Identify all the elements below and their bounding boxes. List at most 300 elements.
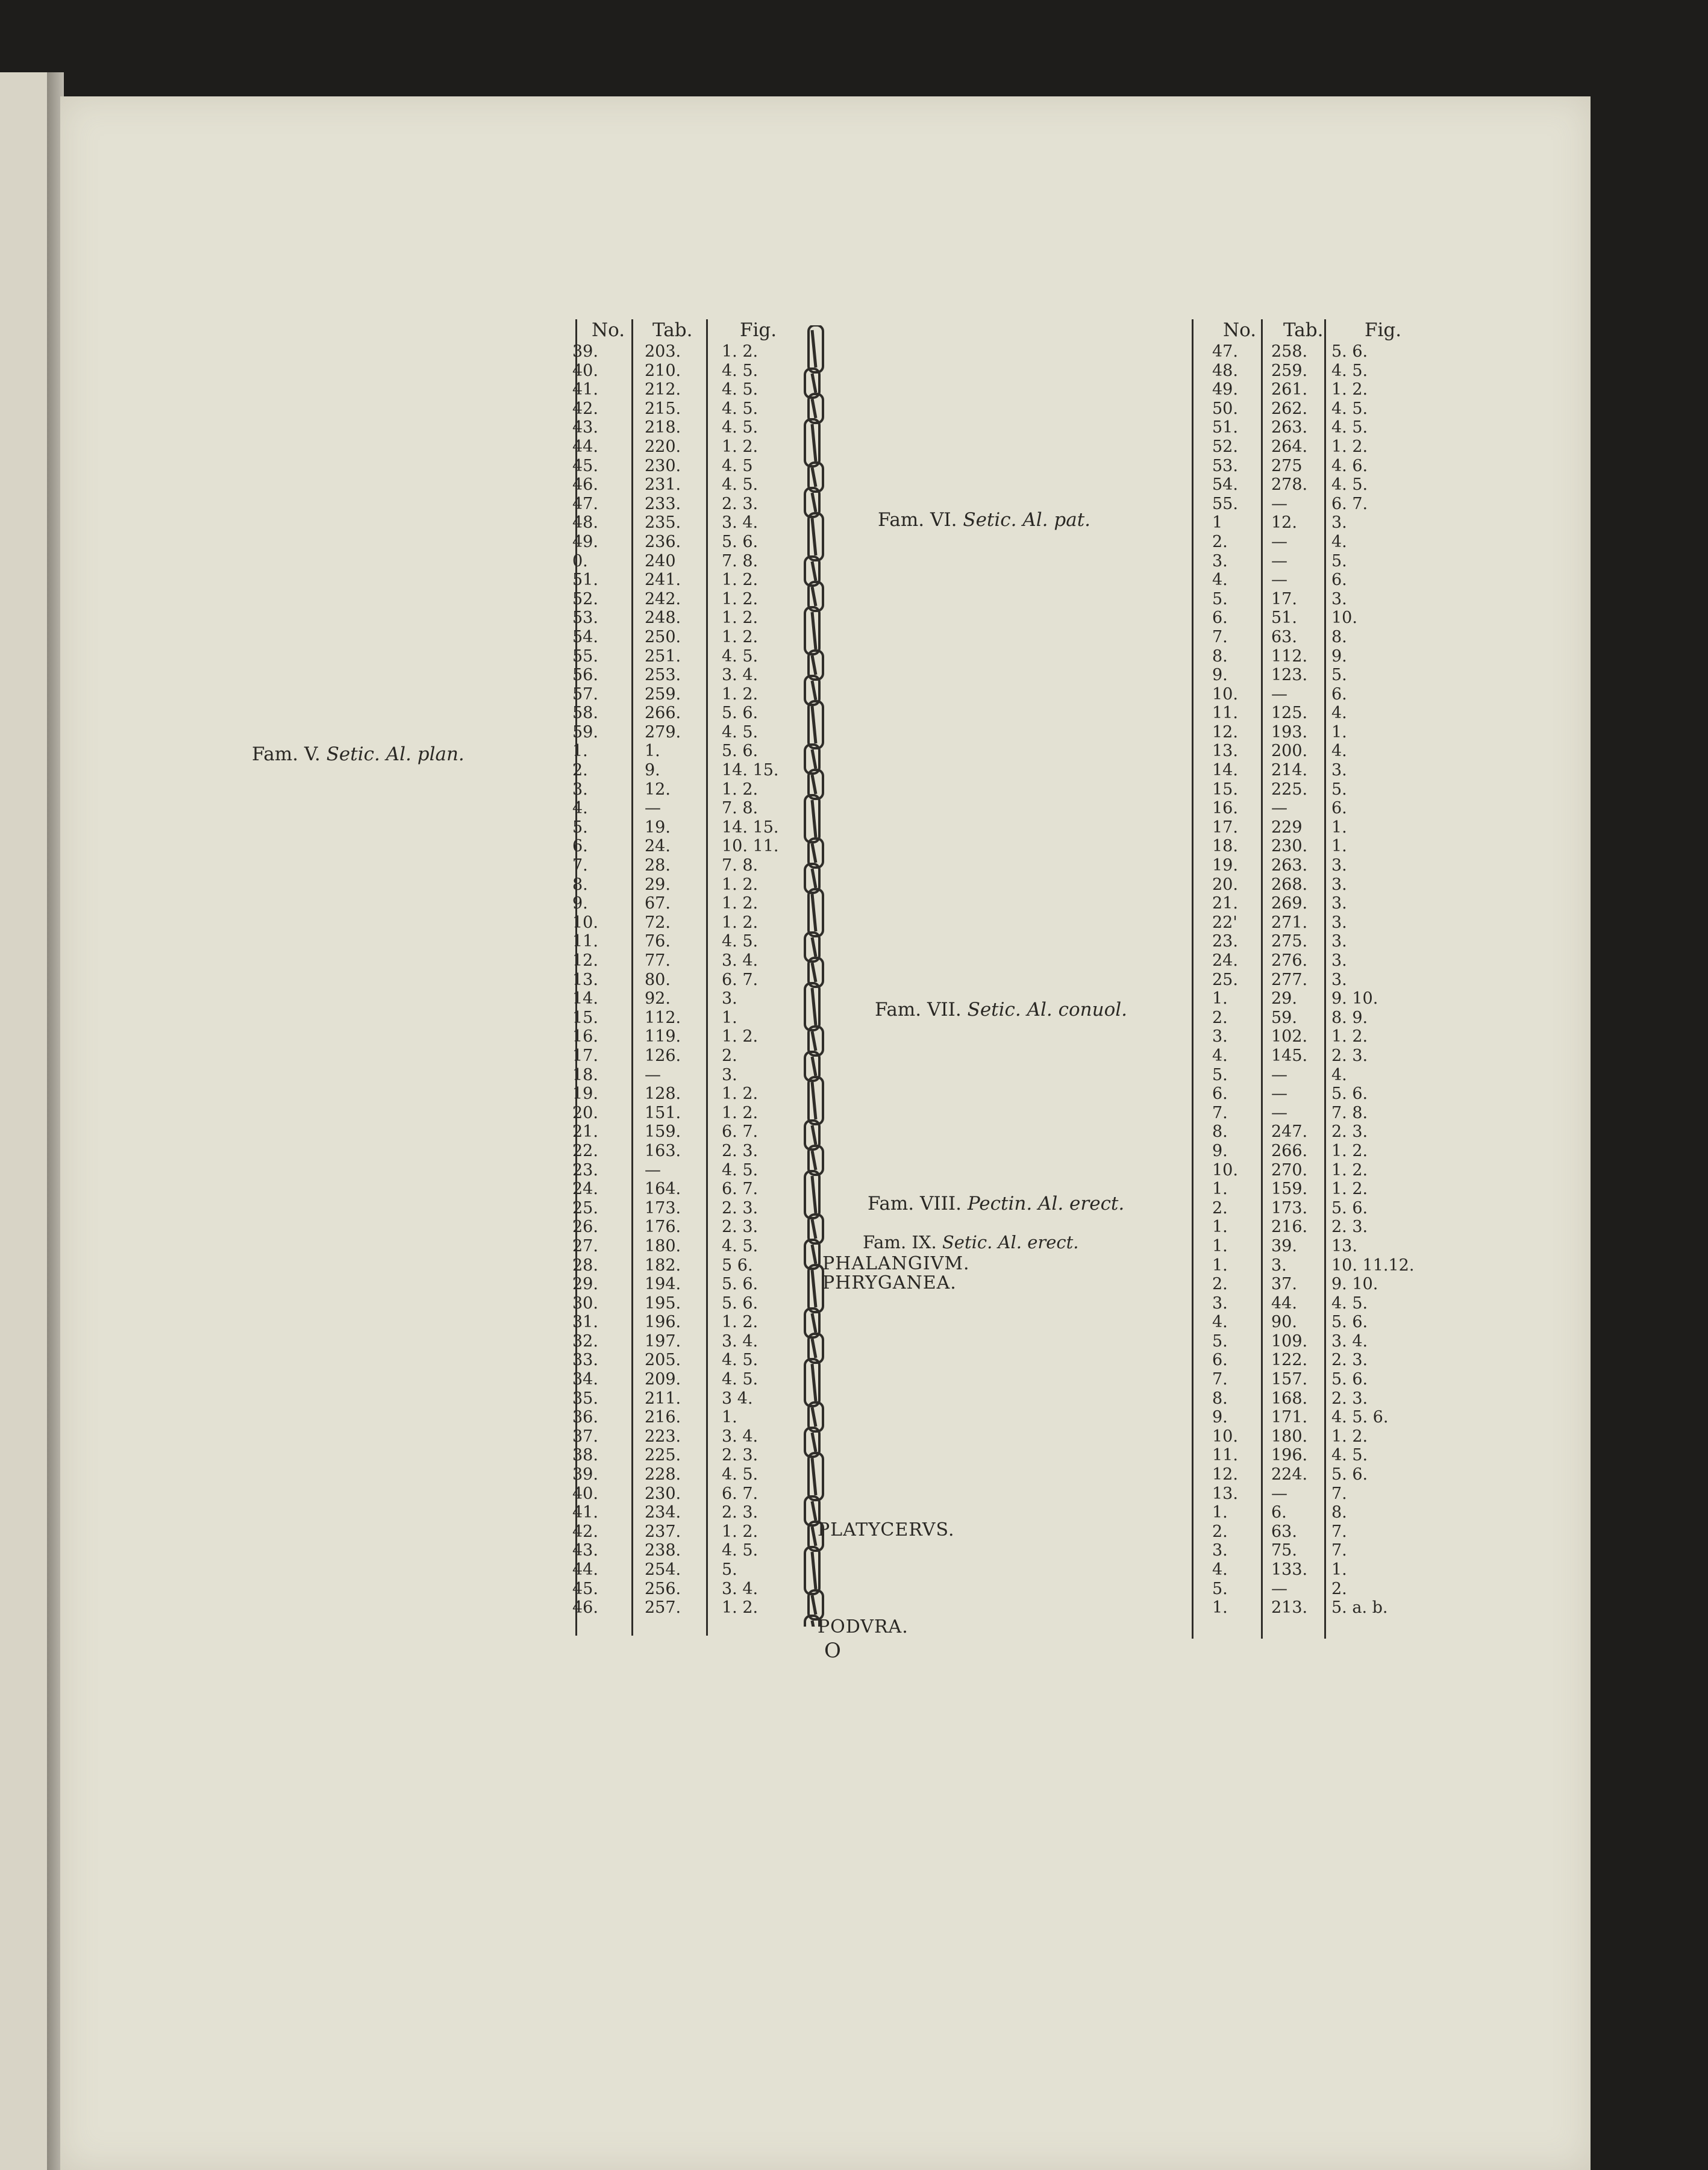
right-no-cell: 1. xyxy=(1212,1236,1228,1255)
genus-phryganea: PHRYGANEA. xyxy=(822,1272,957,1293)
left-fig-cell: 4. 5. xyxy=(722,646,759,666)
right-no-cell: 13. xyxy=(1212,742,1238,761)
right-tab-cell: — xyxy=(1271,532,1287,551)
left-no-cell: 33. xyxy=(572,1351,598,1370)
right-fig-cell: 3. xyxy=(1331,970,1347,989)
chain-link-bar xyxy=(812,749,816,769)
right-no-cell: 50. xyxy=(1212,399,1238,418)
right-no-cell: 19. xyxy=(1212,856,1238,875)
left-fig-cell: 5. 6. xyxy=(722,1293,759,1313)
chain-link-bar xyxy=(812,1407,816,1427)
right-tab-cell: 225. xyxy=(1271,780,1308,799)
right-rule-1 xyxy=(1192,319,1193,1639)
left-fig-cell: 3. xyxy=(722,1065,737,1084)
right-no-cell: 52. xyxy=(1212,437,1238,456)
left-fig-cell: 5. xyxy=(722,1560,737,1579)
right-no-cell: 20. xyxy=(1212,875,1238,894)
right-fig-cell: 4. 5. xyxy=(1331,1293,1368,1313)
right-fig-cell: 2. 3. xyxy=(1331,1218,1368,1237)
right-no-cell: 8. xyxy=(1212,1389,1228,1408)
right-no-cell: 24. xyxy=(1212,951,1238,970)
right-no-cell: 53. xyxy=(1212,456,1238,475)
left-fig-cell: 4. 5. xyxy=(722,1160,759,1180)
chain-ornament xyxy=(800,325,830,1627)
left-tab-cell: — xyxy=(645,799,661,818)
left-no-cell: 13. xyxy=(572,970,598,989)
right-fig-cell: 6. 7. xyxy=(1331,494,1368,513)
left-no-cell: 28. xyxy=(572,1255,598,1275)
left-fig-cell: 1. 2. xyxy=(722,1103,759,1122)
right-fig-cell: 7. xyxy=(1331,1541,1347,1560)
right-tab-cell: 39. xyxy=(1271,1236,1297,1255)
right-tab-cell: 29. xyxy=(1271,989,1297,1008)
left-fig-cell: 5. 6. xyxy=(722,532,759,551)
chain-link-bar xyxy=(812,1082,816,1119)
left-col-fig xyxy=(722,342,778,1618)
left-tab-cell: 233. xyxy=(645,494,681,513)
left-fig-cell: 4. 5. xyxy=(722,932,759,951)
left-fig-cell: 2. 3. xyxy=(722,1503,759,1522)
right-header-fig: Fig. xyxy=(1365,319,1402,341)
left-tab-cell: — xyxy=(645,1160,661,1180)
right-tab-cell: — xyxy=(1271,684,1287,704)
right-tab-cell: 157. xyxy=(1271,1370,1308,1389)
right-no-cell: 11. xyxy=(1212,1446,1238,1465)
right-no-cell: 5. xyxy=(1212,589,1228,608)
left-no-cell: 32. xyxy=(572,1331,598,1351)
left-fig-cell: 4. 5. xyxy=(722,380,759,399)
left-tab-cell: 19. xyxy=(645,818,671,837)
left-tab-cell: 112. xyxy=(645,1008,681,1027)
left-tab-cell: 220. xyxy=(645,437,681,456)
left-tab-cell: 223. xyxy=(645,1427,681,1446)
right-no-cell: 10. xyxy=(1212,1160,1238,1180)
right-fig-cell: 5. 6. xyxy=(1331,1370,1368,1389)
right-tab-cell: 271. xyxy=(1271,913,1308,932)
right-no-cell: 25. xyxy=(1212,970,1238,989)
left-tab-cell: 237. xyxy=(645,1522,681,1541)
left-tab-cell: 24. xyxy=(645,837,671,856)
chain-link-bar xyxy=(812,1313,816,1333)
left-fig-cell: 4. 5. xyxy=(722,361,759,380)
chain-link-bar xyxy=(812,1219,816,1239)
chain-link-bar xyxy=(812,493,816,512)
left-tab-cell: 197. xyxy=(645,1331,681,1351)
right-no-cell: 6. xyxy=(1212,608,1228,628)
left-no-cell: 36. xyxy=(572,1408,598,1427)
left-tab-cell: 164. xyxy=(645,1180,681,1199)
left-tab-cell: 163. xyxy=(645,1141,681,1160)
left-fig-cell: 6. 7. xyxy=(722,1180,759,1199)
right-fig-cell: 1. xyxy=(1331,1560,1347,1579)
right-fig-cell: 3. xyxy=(1331,913,1347,932)
right-tab-cell: 214. xyxy=(1271,761,1308,780)
right-tab-cell: — xyxy=(1271,1065,1287,1084)
chain-link-bar xyxy=(812,1621,816,1627)
chain-link-bar xyxy=(812,1552,816,1589)
left-fig-cell: 2. 3. xyxy=(722,1198,759,1218)
left-fig-cell: 3. 4. xyxy=(722,1579,759,1598)
right-fig-cell: 8. xyxy=(1331,627,1347,646)
right-no-cell: 2. xyxy=(1212,1008,1228,1027)
right-no-cell: 3. xyxy=(1212,1541,1228,1560)
right-tab-cell: 213. xyxy=(1271,1598,1308,1618)
right-fig-cell: 2. 3. xyxy=(1331,1389,1368,1408)
right-no-cell: 2. xyxy=(1212,1522,1228,1541)
left-tab-cell: 28. xyxy=(645,856,671,875)
right-tab-cell: 171. xyxy=(1271,1408,1308,1427)
right-fig-cell: 10. xyxy=(1331,608,1357,628)
chain-link-bar xyxy=(812,374,816,393)
family-viii-name: Pectin. Al. erect. xyxy=(967,1193,1125,1215)
right-fig-cell: 5. 6. xyxy=(1331,342,1368,361)
chain-link-bar xyxy=(812,1270,816,1307)
left-tab-cell: 9. xyxy=(645,761,660,780)
right-tab-cell: 229 xyxy=(1271,818,1303,837)
right-no-cell: 18. xyxy=(1212,837,1238,856)
right-no-cell: 8. xyxy=(1212,646,1228,666)
genus-phalangium: PHALANGIVM. xyxy=(822,1253,970,1274)
left-tab-cell: 231. xyxy=(645,475,681,495)
right-tab-cell: — xyxy=(1271,571,1287,590)
right-no-cell: 9. xyxy=(1212,1408,1228,1427)
family-label-vii xyxy=(875,999,1127,1021)
left-tab-cell: 256. xyxy=(645,1579,681,1598)
left-tab-cell: 240 xyxy=(645,551,676,571)
left-tab-cell: 238. xyxy=(645,1541,681,1560)
family-ix-name: Setic. Al. erect. xyxy=(942,1232,1079,1252)
left-header-no: No. xyxy=(592,319,625,341)
right-tab-cell: — xyxy=(1271,494,1287,513)
right-no-cell: 1. xyxy=(1212,1503,1228,1522)
left-fig-cell: 1. 2. xyxy=(722,571,759,590)
left-tab-cell: 215. xyxy=(645,399,681,418)
right-tab-cell: 59. xyxy=(1271,1008,1297,1027)
family-label-vi xyxy=(878,509,1090,531)
chain-link-bar xyxy=(812,894,816,931)
right-no-cell: 5. xyxy=(1212,1579,1228,1598)
left-fig-cell: 1. 2. xyxy=(722,608,759,628)
right-header-tab: Tab. xyxy=(1283,319,1324,341)
left-header-tab: Tab. xyxy=(652,319,693,341)
left-fig-cell: 3. 4. xyxy=(722,1331,759,1351)
right-tab-cell: 75. xyxy=(1271,1541,1297,1560)
right-no-cell: 1. xyxy=(1212,1218,1228,1237)
right-no-cell: 2. xyxy=(1212,532,1228,551)
family-label-v xyxy=(252,743,465,765)
right-no-cell: 6. xyxy=(1212,1084,1228,1104)
left-no-cell: 41. xyxy=(572,1503,598,1522)
family-label-viii xyxy=(868,1193,1124,1215)
right-no-cell: 5. xyxy=(1212,1331,1228,1351)
left-no-cell: 55. xyxy=(572,646,598,666)
family-ix-prefix: Fam. IX. xyxy=(863,1232,937,1252)
right-tab-cell: 193. xyxy=(1271,722,1308,742)
right-fig-cell: 3. xyxy=(1331,761,1347,780)
right-no-cell: 55. xyxy=(1212,494,1238,513)
right-fig-cell: 1. xyxy=(1331,837,1347,856)
left-tab-cell: 210. xyxy=(645,361,681,380)
left-fig-cell: 2. 3. xyxy=(722,494,759,513)
left-fig-cell: 4. 5. xyxy=(722,1351,759,1370)
right-tab-cell: 263. xyxy=(1271,856,1308,875)
left-no-cell: 45. xyxy=(572,1579,598,1598)
left-no-cell: 38. xyxy=(572,1446,598,1465)
right-tab-cell: — xyxy=(1271,1484,1287,1503)
right-tab-cell: 145. xyxy=(1271,1046,1308,1065)
chain-link-bar xyxy=(812,1595,816,1615)
left-no-cell: 58. xyxy=(572,704,598,723)
right-no-cell: 16. xyxy=(1212,799,1238,818)
right-no-cell: 13. xyxy=(1212,1484,1238,1503)
left-fig-cell: 4. 5. xyxy=(722,1541,759,1560)
left-fig-cell: 6. 7. xyxy=(722,970,759,989)
left-fig-cell: 2. 3. xyxy=(722,1218,759,1237)
left-tab-cell: 76. xyxy=(645,932,671,951)
left-fig-cell: 4. 5 xyxy=(722,456,753,475)
left-no-cell: 52. xyxy=(572,589,598,608)
chain-link-bar xyxy=(812,963,816,982)
left-no-cell: 46. xyxy=(572,1598,598,1618)
right-tab-cell: 277. xyxy=(1271,970,1308,989)
right-fig-cell: 10. 11.12. xyxy=(1331,1255,1415,1275)
left-no-cell: 27. xyxy=(572,1236,598,1255)
left-no-cell: 42. xyxy=(572,399,598,418)
left-tab-cell: 119. xyxy=(645,1027,681,1046)
left-tab-cell: 180. xyxy=(645,1236,681,1255)
chain-link-bar xyxy=(812,1176,816,1213)
left-no-cell: 43. xyxy=(572,418,598,437)
right-fig-cell: 9. 10. xyxy=(1331,989,1378,1008)
left-tab-cell: 173. xyxy=(645,1198,681,1218)
family-viii-prefix: Fam. VIII. xyxy=(868,1193,962,1215)
left-fig-cell: 5 6. xyxy=(722,1255,753,1275)
left-tab-cell: 159. xyxy=(645,1122,681,1142)
left-tab-cell: 67. xyxy=(645,894,671,913)
chain-link-bar xyxy=(812,869,816,888)
right-tab-cell: 109. xyxy=(1271,1331,1308,1351)
left-fig-cell: 1. 2. xyxy=(722,437,759,456)
right-fig-cell: 5. xyxy=(1331,551,1347,571)
left-fig-cell: 1. 2. xyxy=(722,342,759,361)
chain-link-bar xyxy=(812,681,816,700)
left-no-cell: 25. xyxy=(572,1198,598,1218)
right-tab-cell: 263. xyxy=(1271,418,1308,437)
left-fig-cell: 5. 6. xyxy=(722,704,759,723)
left-fig-cell: 4. 5. xyxy=(722,475,759,495)
left-no-cell: 35. xyxy=(572,1389,598,1408)
chain-link-bar xyxy=(812,775,816,794)
left-fig-cell: 1. 2. xyxy=(722,1027,759,1046)
left-tab-cell: 230. xyxy=(645,456,681,475)
right-no-cell: 4. xyxy=(1212,1560,1228,1579)
left-fig-cell: 4. 5. xyxy=(722,418,759,437)
left-tab-cell: 12. xyxy=(645,780,671,799)
right-tab-cell: 90. xyxy=(1271,1313,1297,1332)
right-tab-cell: — xyxy=(1271,551,1287,571)
chain-link-bar xyxy=(812,399,816,418)
right-fig-cell: 3. xyxy=(1331,875,1347,894)
left-no-cell: 16. xyxy=(572,1027,598,1046)
right-tab-cell: 44. xyxy=(1271,1293,1297,1313)
right-no-cell: 1. xyxy=(1212,1180,1228,1199)
right-tab-cell: 180. xyxy=(1271,1427,1308,1446)
right-fig-cell: 1. 2. xyxy=(1331,1180,1368,1199)
left-fig-cell: 5. 6. xyxy=(722,742,759,761)
right-fig-cell: 7. xyxy=(1331,1522,1347,1541)
left-fig-cell: 14. 15. xyxy=(722,818,779,837)
right-fig-cell: 5. 6. xyxy=(1331,1465,1368,1484)
left-fig-cell: 1. 2. xyxy=(722,589,759,608)
left-no-cell: 26. xyxy=(572,1218,598,1237)
left-tab-cell: 253. xyxy=(645,666,681,685)
left-no-cell: 29. xyxy=(572,1275,598,1294)
right-fig-cell: 3. 4. xyxy=(1331,1331,1368,1351)
right-fig-cell: 5. 6. xyxy=(1331,1084,1368,1104)
right-col-tab xyxy=(1271,342,1307,1618)
right-fig-cell: 2. 3. xyxy=(1331,1122,1368,1142)
left-tab-cell: 257. xyxy=(645,1598,681,1618)
left-tab-cell: 279. xyxy=(645,722,681,742)
right-no-cell: 9. xyxy=(1212,1141,1228,1160)
family-label-ix xyxy=(863,1232,1079,1252)
left-fig-cell: 3. 4. xyxy=(722,951,759,970)
left-no-cell: 57. xyxy=(572,684,598,704)
left-header-fig: Fig. xyxy=(740,319,777,341)
family-v-prefix: Fam. V. xyxy=(252,743,321,765)
right-fig-cell: 9. xyxy=(1331,646,1347,666)
left-no-cell: 5. xyxy=(572,818,588,837)
family-vii-name: Setic. Al. conuol. xyxy=(967,999,1128,1021)
chain-link-bar xyxy=(812,1057,816,1076)
left-fig-cell: 1. xyxy=(722,1008,737,1027)
left-tab-cell: 176. xyxy=(645,1218,681,1237)
right-tab-cell: 168. xyxy=(1271,1389,1308,1408)
left-tab-cell: 235. xyxy=(645,513,681,533)
left-rule-2 xyxy=(631,319,633,1636)
left-tab-cell: 77. xyxy=(645,951,671,970)
right-fig-cell: 9. 10. xyxy=(1331,1275,1378,1294)
left-tab-cell: 92. xyxy=(645,989,671,1008)
right-tab-cell: 37. xyxy=(1271,1275,1297,1294)
right-no-cell: 47. xyxy=(1212,342,1238,361)
left-rule-3 xyxy=(706,319,708,1636)
left-tab-cell: 218. xyxy=(645,418,681,437)
right-no-cell: 1. xyxy=(1212,1598,1228,1618)
right-fig-cell: 1. 2. xyxy=(1331,1427,1368,1446)
left-no-cell: 39. xyxy=(572,342,598,361)
right-no-cell: 9. xyxy=(1212,666,1228,685)
chain-link-bar xyxy=(812,988,816,1025)
chain-link-bar xyxy=(812,1125,816,1145)
left-tab-cell: 212. xyxy=(645,380,681,399)
right-no-cell: 1. xyxy=(1212,989,1228,1008)
left-no-cell: 34. xyxy=(572,1370,598,1389)
right-tab-cell: 122. xyxy=(1271,1351,1308,1370)
right-fig-cell: 1. 2. xyxy=(1331,1160,1368,1180)
chain-link-bar xyxy=(812,1031,816,1051)
right-fig-cell: 5. a. b. xyxy=(1331,1598,1388,1618)
right-no-cell: 3. xyxy=(1212,551,1228,571)
right-tab-cell: 12. xyxy=(1271,513,1297,533)
chain-link-bar xyxy=(812,612,816,649)
left-fig-cell: 2. 3. xyxy=(722,1446,759,1465)
right-no-cell: 51. xyxy=(1212,418,1238,437)
chain-link-bar xyxy=(812,424,816,461)
left-fig-cell: 7. 8. xyxy=(722,799,759,818)
right-fig-cell: 4. xyxy=(1331,1065,1347,1084)
right-fig-cell: 5. xyxy=(1331,780,1347,799)
right-no-cell: 4. xyxy=(1212,1313,1228,1332)
left-no-cell: 39. xyxy=(572,1465,598,1484)
right-no-cell: 10. xyxy=(1212,1427,1238,1446)
right-no-cell: 15. xyxy=(1212,780,1238,799)
left-no-cell: 45. xyxy=(572,456,598,475)
right-no-cell: 6. xyxy=(1212,1351,1228,1370)
right-tab-cell: 270. xyxy=(1271,1160,1308,1180)
right-fig-cell: 1. xyxy=(1331,818,1347,837)
left-tab-cell: 196. xyxy=(645,1313,681,1332)
chain-link-bar xyxy=(812,1364,816,1401)
right-tab-cell: 3. xyxy=(1271,1255,1287,1275)
left-no-cell: 23. xyxy=(572,1160,598,1180)
left-tab-cell: 251. xyxy=(645,646,681,666)
left-tab-cell: 216. xyxy=(645,1408,681,1427)
left-no-cell: 53. xyxy=(572,608,598,628)
right-fig-cell: 5. xyxy=(1331,666,1347,685)
left-fig-cell: 4. 5. xyxy=(722,722,759,742)
right-no-cell: 1. xyxy=(1212,1255,1228,1275)
left-fig-cell: 1. 2. xyxy=(722,1313,759,1332)
left-fig-cell: 1. 2. xyxy=(722,875,759,894)
left-fig-cell: 1. 2. xyxy=(722,894,759,913)
left-tab-cell: 242. xyxy=(645,589,681,608)
left-no-cell: 43. xyxy=(572,1541,598,1560)
right-fig-cell: 8. xyxy=(1331,1503,1347,1522)
right-tab-cell: — xyxy=(1271,1084,1287,1104)
chain-link-bar xyxy=(812,330,816,367)
left-no-cell: 59. xyxy=(572,722,598,742)
right-no-cell: 11. xyxy=(1212,704,1238,723)
right-fig-cell: 13. xyxy=(1331,1236,1357,1255)
left-fig-cell: 3. 4. xyxy=(722,1427,759,1446)
left-no-cell: 15. xyxy=(572,1008,598,1027)
left-no-cell: 46. xyxy=(572,475,598,495)
left-fig-cell: 3. xyxy=(722,989,737,1008)
signature-mark: O xyxy=(824,1639,842,1663)
left-no-cell: 56. xyxy=(572,666,598,685)
left-no-cell: 10. xyxy=(572,913,598,932)
left-fig-cell: 6. 7. xyxy=(722,1484,759,1503)
right-fig-cell: 1. 2. xyxy=(1331,1141,1368,1160)
left-no-cell: 30. xyxy=(572,1293,598,1313)
right-fig-cell: 4. xyxy=(1331,704,1347,723)
right-fig-cell: 8. 9. xyxy=(1331,1008,1368,1027)
left-no-cell: 6. xyxy=(572,837,588,856)
right-tab-cell: 63. xyxy=(1271,627,1297,646)
left-tab-cell: 128. xyxy=(645,1084,681,1104)
right-no-cell: 49. xyxy=(1212,380,1238,399)
chain-link-bar xyxy=(812,706,816,743)
left-fig-cell: 3. 4. xyxy=(722,513,759,533)
right-fig-cell: 1. 2. xyxy=(1331,437,1368,456)
left-no-cell: 9. xyxy=(572,894,588,913)
right-tab-cell: 268. xyxy=(1271,875,1308,894)
right-tab-cell: 278. xyxy=(1271,475,1308,495)
left-tab-cell: 195. xyxy=(645,1293,681,1313)
right-tab-cell: 123. xyxy=(1271,666,1308,685)
left-fig-cell: 5. 6. xyxy=(722,1275,759,1294)
